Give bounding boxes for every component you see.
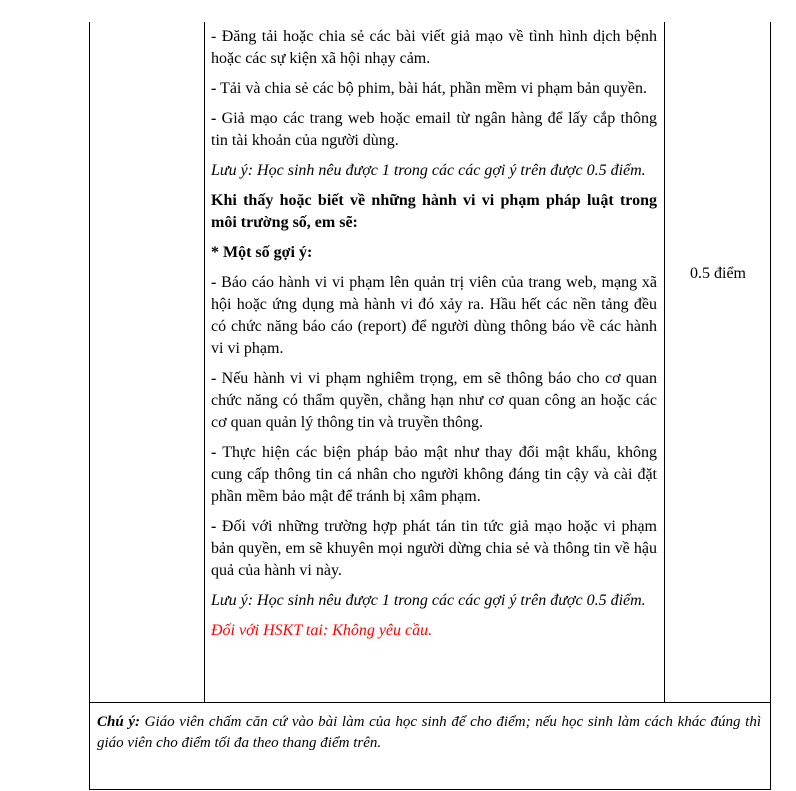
row-divider [89, 702, 771, 703]
example-3-text: Giả mạo các trang web hoặc email từ ngân hàng để lấy cắp thông tin tài khoản của người dùng. [211, 110, 657, 149]
example-2 [211, 78, 657, 100]
suggestion-2 [211, 368, 657, 434]
bullet-dash: - [211, 518, 217, 535]
suggestion-1-text: Báo cáo hành vi vi phạm lên quản trị viên của trang web, mạng xã hội hoặc ứng dụng mà hành vi đó xảy ra. Hầu hết các nền tảng đều có chức năng báo cáo (report) để người dùng thông báo về các hành vi vi phạm. [211, 274, 657, 357]
note-2: Lưu ý: Học sinh nêu được 1 trong các các gợi ý trên được 0.5 điểm. [211, 592, 646, 609]
suggestion-2-text: Nếu hành vi vi phạm nghiêm trọng, em sẽ thông báo cho cơ quan chức năng có thẩm quyền, chẳng hạn như cơ quan công an hoặc các cơ quan quản lý thông tin và truyền thông. [211, 370, 657, 431]
hskt-note: Đối với HSKT tai: Không yêu cầu. [211, 622, 433, 639]
suggestion-4-text: Đối với những trường hợp phát tán tin tức giả mạo hoặc vi phạm bản quyền, em sẽ khuyên mọi người dừng chia sẻ và thông tin về hậu quả của hành vi này. [211, 518, 657, 579]
suggestion-1 [211, 272, 657, 360]
bullet-dash: - [211, 110, 217, 127]
score-value: 0.5 điểm [690, 265, 746, 282]
suggestion-4 [211, 516, 657, 582]
example-1: - Đăng tải hoặc chia sẻ các bài viết giả mạo về tình hình dịch bệnh hoặc các sự kiện xã hội nhạy cảm. [211, 28, 657, 67]
table-right-border [770, 22, 771, 790]
example-3 [211, 108, 657, 152]
note-1: Lưu ý: Học sinh nêu được 1 trong các các gợi ý trên được 0.5 điểm. [211, 162, 646, 179]
bullet-dash: - [211, 370, 217, 387]
table-left-border [89, 22, 90, 790]
table-bottom-border [89, 789, 771, 790]
footer-note [97, 712, 761, 754]
example-2-text: Tải và chia sẻ các bộ phim, bài hát, phần mềm vi phạm bản quyền. [216, 80, 648, 97]
bullet-dash: - [211, 80, 217, 97]
footer-label: Chú ý: [97, 714, 140, 730]
answer-content [211, 26, 657, 650]
column-divider-2 [664, 22, 665, 702]
bullet-dash: - [211, 274, 217, 291]
suggestion-3 [211, 442, 657, 508]
question-heading: Khi thấy hoặc biết về những hành vi vi phạm pháp luật trong môi trường số, em sẽ: [211, 192, 657, 231]
footer-text: Giáo viên chấm căn cứ vào bài làm của học sinh để cho điểm; nếu học sinh làm cách khác đúng thì giáo viên cho điểm tối đa theo thang điểm trên. [97, 714, 762, 751]
column-divider-1 [204, 22, 205, 702]
suggestions-heading: * Một số gợi ý: [211, 244, 313, 261]
bullet-dash: - [211, 444, 217, 461]
suggestion-3-text: Thực hiện các biện pháp bảo mật như thay đổi mật khẩu, không cung cấp thông tin cá nhân cho người không đáng tin cậy và cài đặt phần mềm bảo mật để tránh bị xâm phạm. [211, 444, 657, 505]
